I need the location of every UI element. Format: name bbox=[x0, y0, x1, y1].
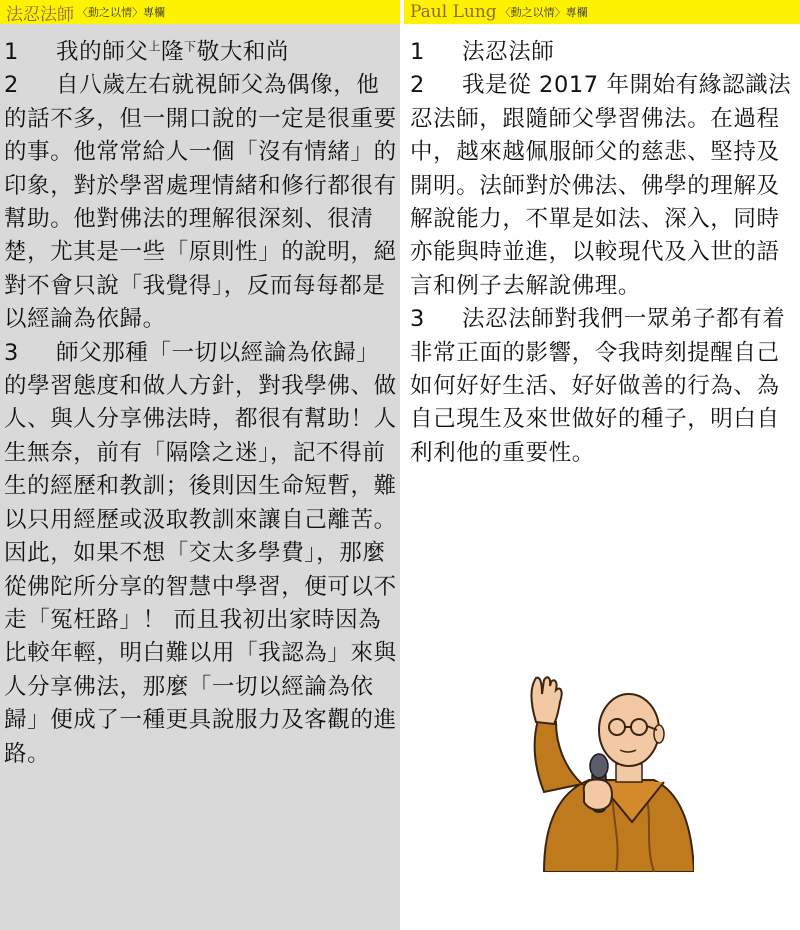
paragraph-text: 師父那種「一切以經論為依歸」的學習態度和做人方針，對我學佛、做人、與人分享佛法時，都很有幫助！人生無奈，前有「隔陰之迷」，記不得前生的經歷和教訓；後則因生命短暫，難以只用經歷或汲取教訓來讓自己離苦。因此，如果不想「交太多學費」，那麼從佛陀所分享的智慧中學習，便可以不走「冤枉路」！ 而且我初出家時因為比較年輕，明白難以用「我認為」來與人分享佛法，那麼「一切以經論為依歸」便成了一種更具說服力及客觀的進路。 bbox=[4, 339, 397, 767]
paragraph-number: 1 bbox=[410, 39, 425, 65]
left-paragraph-2 bbox=[4, 69, 398, 336]
paragraph-number: 3 bbox=[410, 306, 425, 333]
paragraph-text-part: 隆 bbox=[161, 39, 185, 65]
paragraph-number: 2 bbox=[410, 72, 425, 99]
left-column-header bbox=[0, 0, 400, 24]
honorific-mark-up: 上 bbox=[148, 39, 162, 54]
paragraph-number: 3 bbox=[4, 339, 19, 366]
right-column-name: 〈動之以情〉專欄 bbox=[499, 6, 588, 19]
right-body bbox=[404, 24, 800, 470]
left-body bbox=[0, 24, 400, 771]
right-column-header bbox=[404, 0, 800, 24]
honorific-mark-down: 下 bbox=[184, 39, 197, 54]
right-paragraph-3 bbox=[410, 303, 800, 470]
paragraph-number: 1 bbox=[4, 39, 19, 65]
paragraph-text: 法忍法師 bbox=[462, 39, 555, 65]
left-column-name: 〈動之以情〉專欄 bbox=[77, 6, 165, 19]
paragraph-text: 法忍法師對我們一眾弟子都有着非常正面的影響，令我時刻提醒自己如何好好生活、好好做善的行為、為自己現生及來世做好的種子，明白自利利他的重要性。 bbox=[410, 306, 786, 466]
paragraph-number: 2 bbox=[4, 72, 19, 99]
paragraph-text: 我是從 2017 年開始有緣認識法忍法師，跟隨師父學習佛法。在過程中，越來越佩服師父的慈悲、堅持及開明。法師對於佛法、佛學的理解及解說能力，不單是如法、深入，同時亦能與時並進，以較現代及入世的語言和例子去解說佛理。 bbox=[410, 72, 792, 299]
right-paragraph-1 bbox=[410, 36, 800, 69]
right-paragraph-2 bbox=[410, 69, 800, 303]
paragraph-text-part: 敬大和尚 bbox=[196, 39, 290, 65]
monk-with-microphone-illustration bbox=[504, 672, 694, 872]
left-paragraph-1 bbox=[4, 36, 398, 69]
left-paragraph-3 bbox=[4, 337, 398, 771]
left-author-name: 法忍法師 bbox=[6, 4, 74, 25]
paragraph-text-part: 我的師父 bbox=[56, 39, 149, 65]
paragraph-text: 自八歲左右就視師父為偶像，他的話不多，但一開口說的一定是很重要的事。他常常給人一個「沒有情緒」的印象，對於學習處理情緒和修行都很有幫助。他對佛法的理解很深刻、很清楚，尤其是一些「原則性」的說明，絕對不會只說「我覺得」，反而每每都是以經論為依歸。 bbox=[4, 72, 397, 333]
right-author-name: Paul Lung bbox=[410, 2, 497, 22]
